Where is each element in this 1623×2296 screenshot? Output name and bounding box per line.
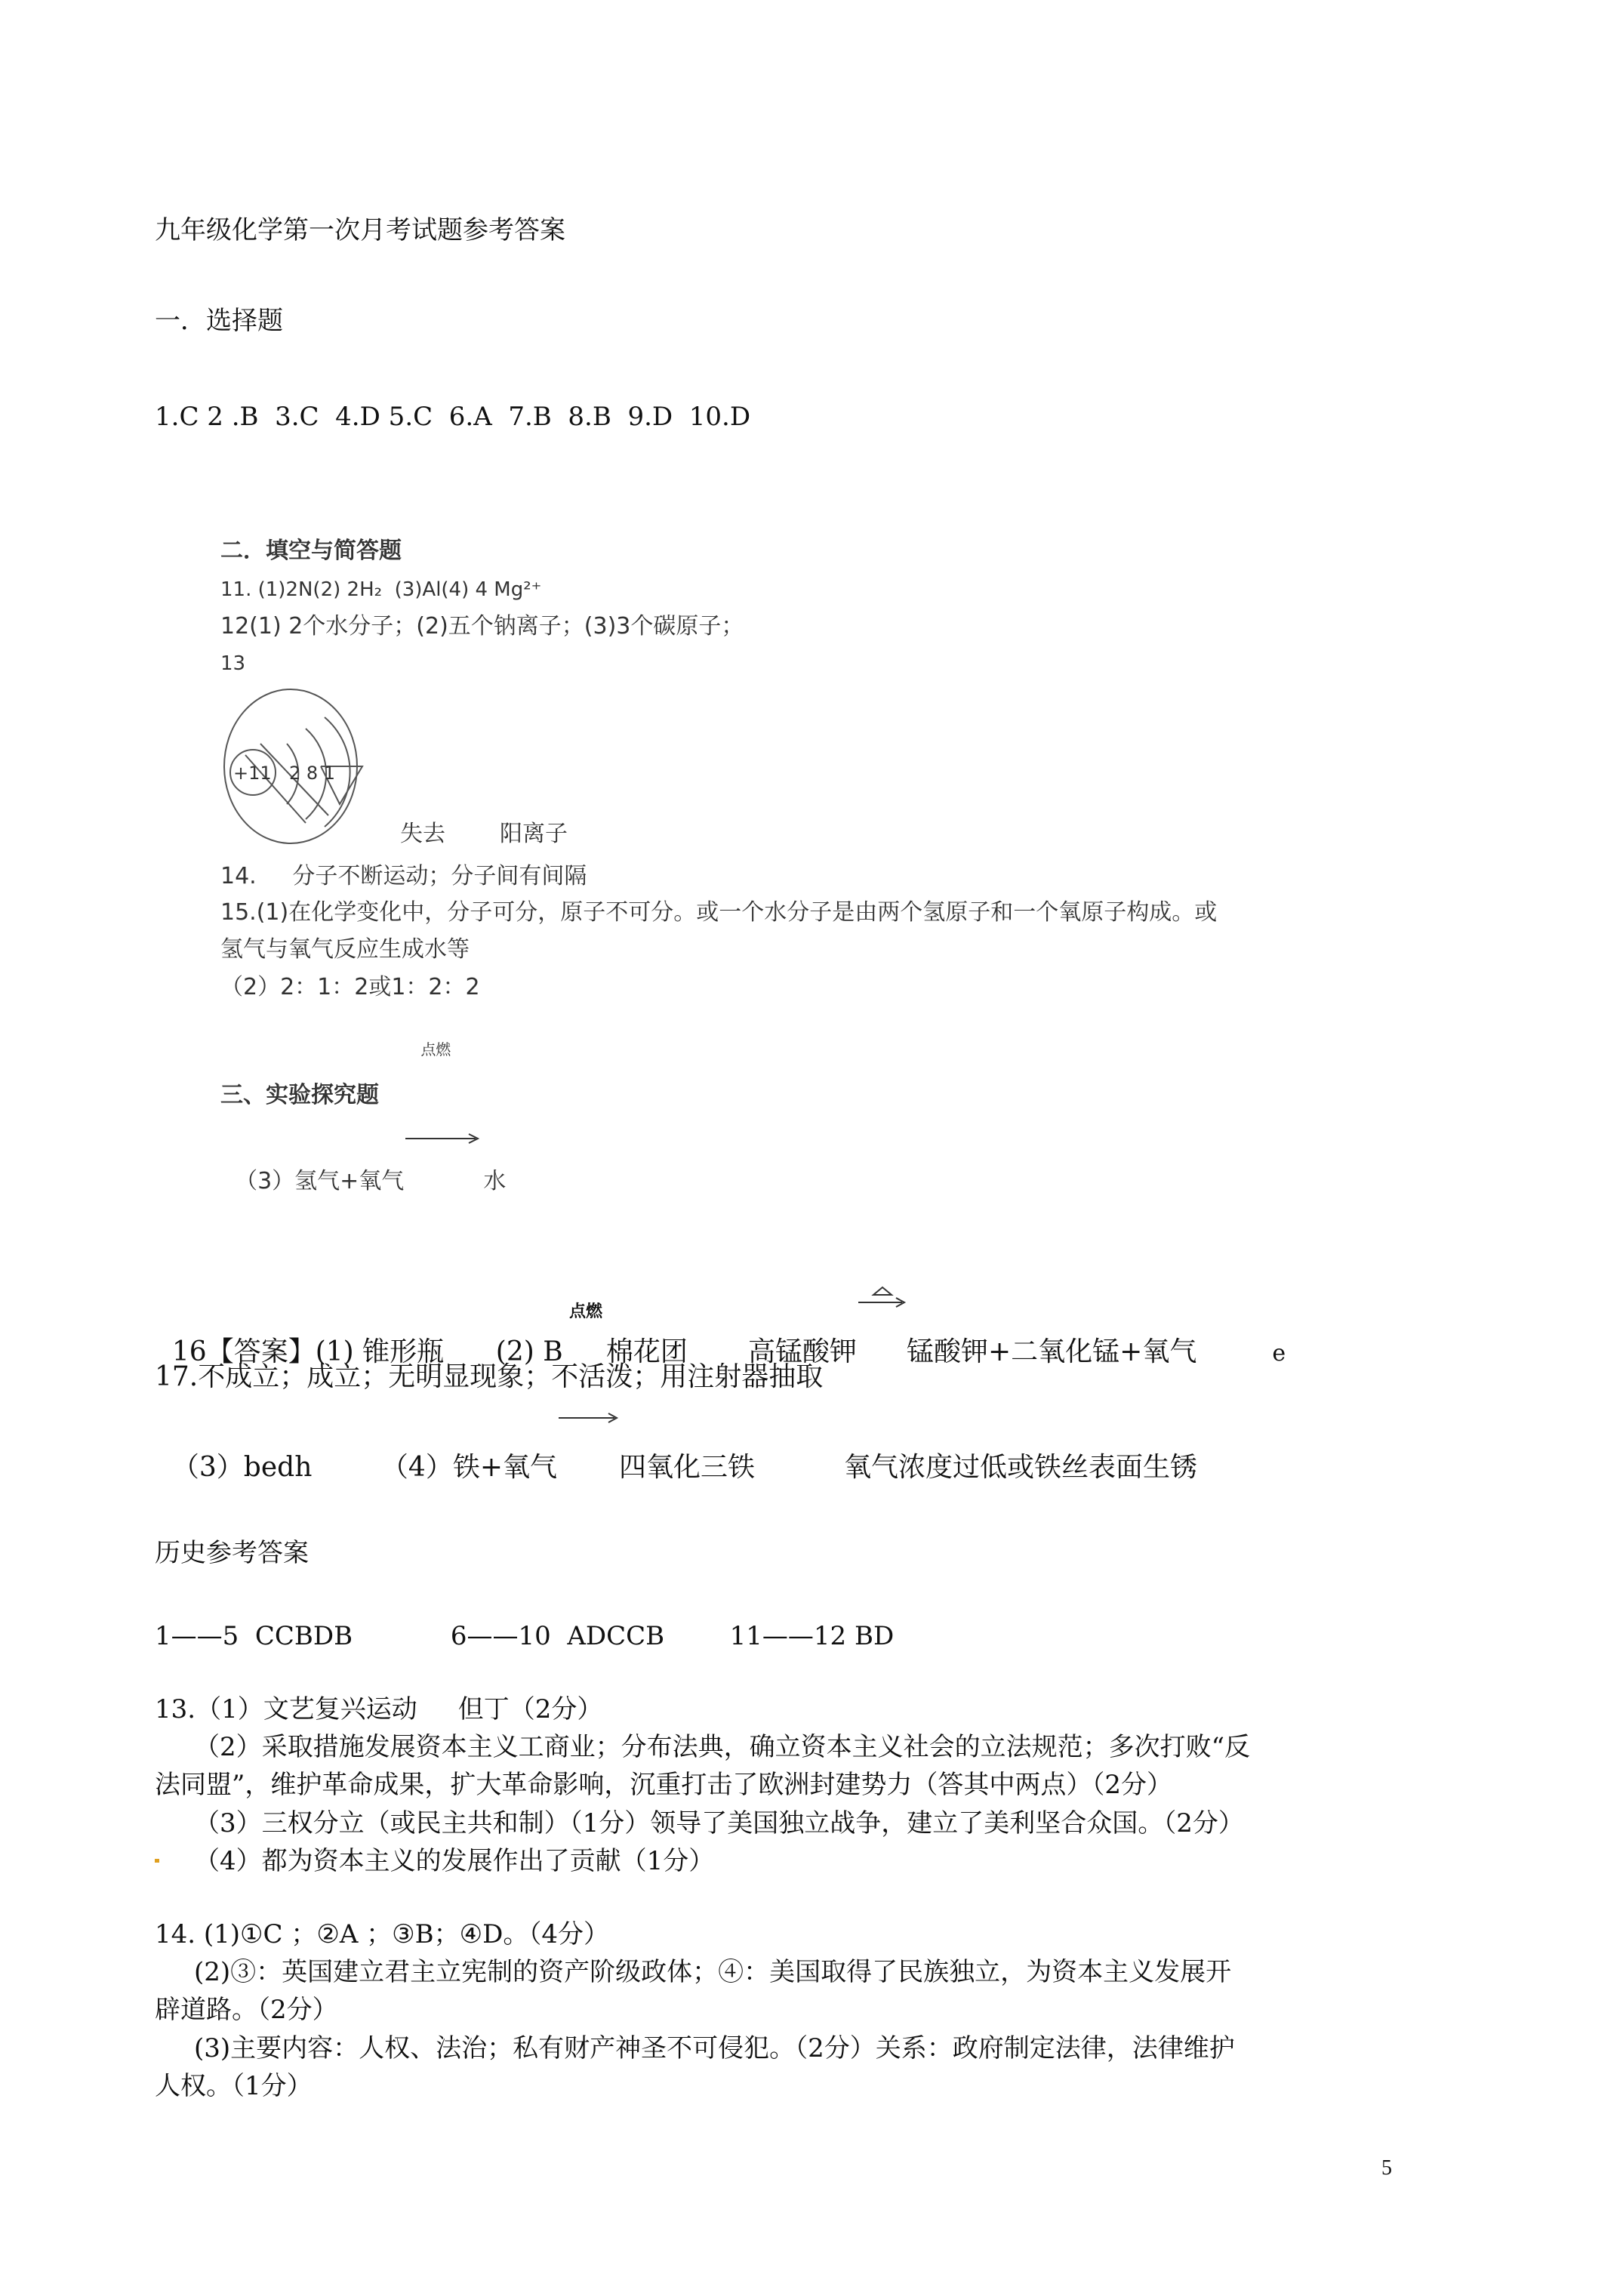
chem-q13-lose: 失去 — [400, 821, 445, 847]
sodium-atom-diagram — [215, 683, 366, 849]
page-number: 5 — [1381, 2156, 1392, 2180]
hist-choice-answers: 1——5 CCBDB 6——10 ADCCB 11——12 BD — [155, 1621, 895, 1651]
chem-section-experiment: 三、实验探究题 — [220, 1082, 379, 1108]
hist-q13-1: 13.（1）文艺复兴运动 但丁（2分） — [155, 1694, 603, 1724]
chem-section-choice: 一．选择题 — [155, 306, 283, 336]
hist-q13-3: （3）三权分立（或民主共和制）（1分）领导了美国独立战争，建立了美利坚合众国。（2分） — [194, 1808, 1244, 1838]
hist-q14-2a: (2)③：英国建立君主立宪制的资产阶级政体；④：美国取得了民族独立，为资本主义发展开 — [194, 1957, 1232, 1987]
hist-q14-3a: (3)主要内容：人权、法治；私有财产神圣不可侵犯。（2分）关系：政府制定法律，法律维护 — [194, 2033, 1235, 2063]
ignite-condition: 点燃 — [569, 1302, 603, 1321]
chem-section-fill: 二．填空与简答题 — [220, 538, 402, 564]
heat-arrow — [857, 1231, 907, 1257]
chem-q15-line1: 15.(1)在化学变化中，分子可分，原子不可分。或一个水分子是由两个氢原子和一个氧原子构成。或 — [220, 899, 1218, 926]
hist-q13-2a: （2）采取措施发展资本主义工商业；分布法典，确立资本主义社会的立法规范；多次打败“反 — [194, 1732, 1251, 1762]
q15-product: 水 — [483, 1168, 507, 1194]
chem-title: 九年级化学第一次月考试题参考答案 — [155, 215, 565, 245]
hist-q14-2b: 辟道路。（2分） — [155, 1995, 338, 2025]
reaction-condition: 点燃 — [420, 1040, 451, 1059]
hist-q14-1: 14. (1)①C ；②A ；③B；④D。（4分） — [155, 1919, 610, 1949]
chem-q17: 17.不成立；成立；无明显现象；不活泼；用注射器抽取 — [155, 1361, 824, 1392]
q15-reactants: （3）氢气+氧气 — [235, 1168, 405, 1194]
chem-q13-ion: 阳离子 — [500, 821, 568, 847]
chem-q15-line2: 氢气与氧气反应生成水等 — [220, 936, 470, 963]
chem-q15-part2: （2）2：1：2或1：2：2 — [220, 974, 480, 1000]
hist-q13-4: （4）都为资本主义的发展作出了贡献（1分） — [194, 1846, 715, 1876]
atom-nucleus-label: +11 — [233, 763, 272, 784]
q16-part2: （3）bedh （4）铁+氧气 — [171, 1452, 557, 1483]
q16-products: 锰酸钾+二氧化锰+氧气 — [907, 1336, 1197, 1367]
chem-q15-part3 — [220, 1034, 506, 1193]
reaction-arrow — [404, 1040, 483, 1080]
q16-answer-e: e — [1272, 1340, 1286, 1367]
chem-q14: 14. 分子不断运动；分子间有间隔 — [220, 863, 587, 889]
chem-q12: 12(1) 2个水分子；(2)五个钠离子；(3)3个碳原子； — [220, 613, 744, 639]
atom-shell-label: 2 8 1 — [289, 763, 336, 784]
hist-q13-2b: 法同盟”，维护革命成果，扩大革命影响，沉重打击了欧洲封建势力（答其中两点）（2分） — [155, 1770, 1173, 1800]
q16-part1: 16【答案】(1) 锥形瓶 (2) B 棉花团 高锰酸钾 — [171, 1336, 858, 1367]
q16-reason: 氧气浓度过低或铁丝表面生锈 — [844, 1452, 1198, 1483]
chem-q11: 11. (1)2N(2) 2H₂ (3)Al(4) 4 Mg²⁺ — [220, 578, 542, 601]
ignite-arrow — [557, 1302, 619, 1345]
q16-product2: 四氧化三铁 — [619, 1452, 756, 1483]
hist-title: 历史参考答案 — [155, 1538, 309, 1568]
stray-mark — [155, 1859, 159, 1863]
chem-choice-answers: 1.C 2 .B 3.C 4.D 5.C 6.A 7.B 8.B 9.D 10.D — [155, 402, 751, 432]
hist-q14-3b: 人权。（1分） — [155, 2071, 313, 2101]
chem-q13: 13 — [220, 652, 246, 675]
